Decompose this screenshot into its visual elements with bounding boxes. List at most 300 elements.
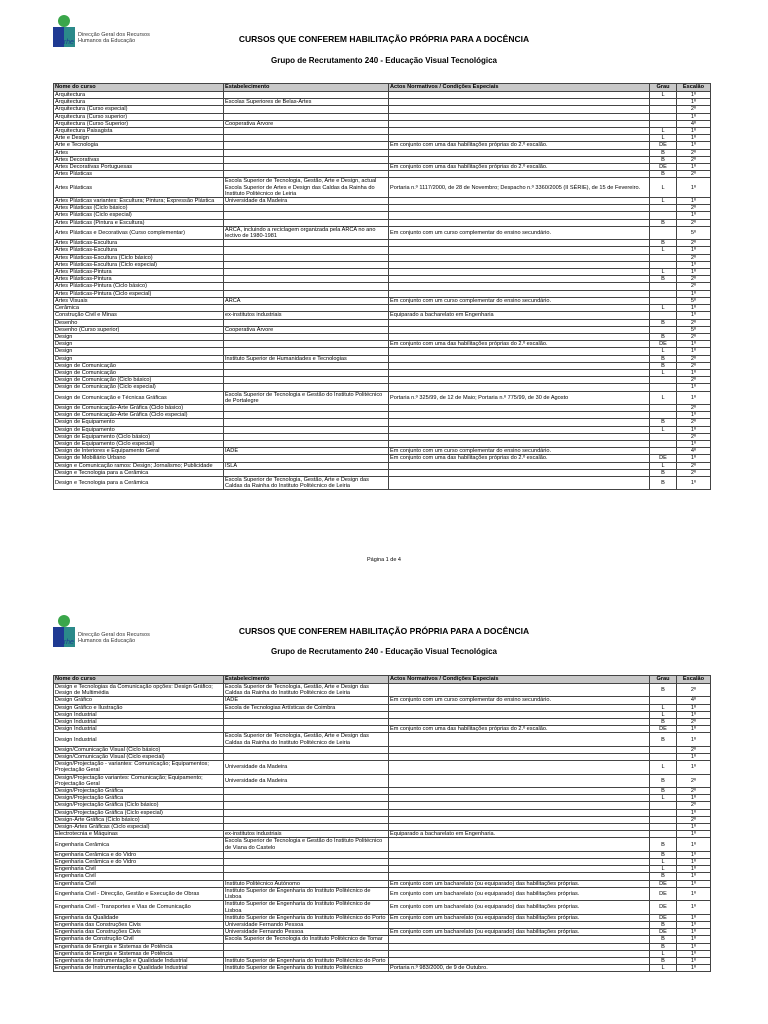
institution-cell: [224, 950, 389, 957]
norms-cell: [389, 802, 650, 809]
degree-cell: [650, 205, 677, 212]
institution-cell: [224, 164, 389, 171]
level-cell: 1º: [677, 838, 711, 851]
course-name-cell: Design de Equipamento: [54, 426, 224, 433]
level-cell: 1º: [677, 859, 711, 866]
degree-cell: [650, 412, 677, 419]
course-name-cell: Design de Comunicação-Arte Gráfica (Ciclo especial): [54, 412, 224, 419]
level-cell: 1º: [677, 128, 711, 135]
norms-cell: [389, 419, 650, 426]
course-name-cell: Arquitectura: [54, 99, 224, 106]
course-name-cell: Design de Interiores e Equipamento Geral: [54, 448, 224, 455]
logo-line-2: Humanos da Educação: [78, 638, 136, 644]
course-name-cell: Engenharia da Qualidade: [54, 914, 224, 921]
institution-cell: [224, 113, 389, 120]
table-row: [54, 838, 711, 851]
degree-cell: [650, 312, 677, 319]
table-row: [54, 921, 711, 928]
norms-cell: [389, 384, 650, 391]
degree-cell: L: [650, 462, 677, 469]
table-row: [54, 795, 711, 802]
level-cell: 1º: [677, 795, 711, 802]
degree-cell: [650, 433, 677, 440]
institution-cell: ISLA: [224, 462, 389, 469]
table-row: [54, 774, 711, 787]
table-row: [54, 312, 711, 319]
level-cell: 2º: [677, 254, 711, 261]
institution-cell: [224, 283, 389, 290]
degree-cell: L: [650, 128, 677, 135]
degree-cell: [650, 831, 677, 838]
course-name-cell: Design Industrial: [54, 711, 224, 718]
norms-cell: [389, 440, 650, 447]
course-name-cell: Artes Plásticas e Decorativas (Curso complementar): [54, 226, 224, 239]
course-name-cell: Engenharia de Energia e Sistemas de Potência: [54, 943, 224, 950]
course-name-cell: Design de Comunicação-Arte Gráfica (Ciclo básico): [54, 404, 224, 411]
degree-cell: B: [650, 171, 677, 178]
column-header-level: Escalão: [677, 676, 711, 684]
degree-cell: [650, 297, 677, 304]
document-title: CURSOS QUE CONFEREM HABILITAÇÃO PRÓPRIA PARA A DOCÊNCIA: [238, 626, 530, 636]
level-cell: 1º: [677, 733, 711, 746]
table-row: [54, 135, 711, 142]
institution-cell: Escola Superior de Tecnologia e Gestão do Instituto Politécnico de Portalegre: [224, 391, 389, 404]
norms-cell: [389, 326, 650, 333]
norms-cell: [389, 795, 650, 802]
level-cell: 2º: [677, 219, 711, 226]
norms-cell: Portaria n.º 1117/2000, de 28 de Novembro; Despacho n.º 3360/2005 (II SÉRIE), de 15 de Fevereiro.: [389, 178, 650, 198]
level-cell: 2º: [677, 746, 711, 753]
table-row: [54, 369, 711, 376]
level-cell: 1º: [677, 873, 711, 880]
table-row: [54, 384, 711, 391]
institution-cell: [224, 377, 389, 384]
norms-cell: [389, 462, 650, 469]
level-cell: 1º: [677, 809, 711, 816]
course-name-cell: Design Gráfico e Ilustração: [54, 704, 224, 711]
institution-cell: [224, 369, 389, 376]
level-cell: 2º: [677, 462, 711, 469]
level-cell: 2º: [677, 156, 711, 163]
course-name-cell: Artes Plásticas-Escultura: [54, 240, 224, 247]
norms-cell: [389, 171, 650, 178]
norms-cell: [389, 719, 650, 726]
table-row: [54, 305, 711, 312]
institution-cell: [224, 269, 389, 276]
course-name-cell: Engenharia de Energia e Sistemas de Potência: [54, 950, 224, 957]
table-row: [54, 726, 711, 733]
degree-cell: [650, 377, 677, 384]
degree-cell: L: [650, 369, 677, 376]
course-name-cell: Design de Comunicação: [54, 362, 224, 369]
norms-cell: [389, 404, 650, 411]
column-header-institution: Estabelecimento: [224, 676, 389, 684]
course-name-cell: Engenharia de Instrumentação e Qualidade Industrial: [54, 957, 224, 964]
course-name-cell: Design de Mobiliário Urbano: [54, 455, 224, 462]
table-row: [54, 462, 711, 469]
degree-cell: [650, 440, 677, 447]
course-name-cell: Design/Projectação Gráfica: [54, 795, 224, 802]
degree-cell: B: [650, 873, 677, 880]
table-row: [54, 943, 711, 950]
table-row: [54, 261, 711, 268]
course-name-cell: Arquitectura (Curso superior): [54, 113, 224, 120]
institution-cell: Escola Superior de Tecnologia, Gestão, Arte e Design das Caldas da Rainha do Instituto Politécnico de Leiria: [224, 476, 389, 489]
course-name-cell: Desenho: [54, 319, 224, 326]
degree-cell: L: [650, 135, 677, 142]
table-row: [54, 164, 711, 171]
table-row: [54, 816, 711, 823]
level-cell: 2º: [677, 362, 711, 369]
course-name-cell: Artes Plásticas-Pintura (Ciclo especial): [54, 290, 224, 297]
degree-cell: B: [650, 838, 677, 851]
course-name-cell: Engenharia Cerâmica: [54, 838, 224, 851]
norms-cell: [389, 433, 650, 440]
norms-cell: Em conjunto com um curso complementar do ensino secundário.: [389, 697, 650, 704]
degree-cell: [650, 99, 677, 106]
table-row: [54, 205, 711, 212]
degree-cell: [650, 404, 677, 411]
course-name-cell: Arquitectura (Curso Superior): [54, 120, 224, 127]
degree-cell: [650, 283, 677, 290]
course-name-cell: Artes Plásticas: [54, 171, 224, 178]
institution-cell: [224, 859, 389, 866]
institution-cell: [224, 305, 389, 312]
table-row: [54, 283, 711, 290]
table-row: [54, 99, 711, 106]
institution-cell: [224, 426, 389, 433]
institution-cell: Universidade Fernando Pessoa: [224, 921, 389, 928]
degree-cell: DE: [650, 880, 677, 887]
norms-cell: Em conjunto com um bacharelato (ou equiparado) das habilitações próprias.: [389, 880, 650, 887]
degree-cell: DE: [650, 887, 677, 900]
level-cell: 1º: [677, 341, 711, 348]
norms-cell: [389, 711, 650, 718]
institution-cell: [224, 247, 389, 254]
norms-cell: [389, 426, 650, 433]
institution-cell: [224, 149, 389, 156]
institution-cell: Instituto Politécnico Autónomo: [224, 880, 389, 887]
level-cell: 1º: [677, 950, 711, 957]
level-cell: 5º: [677, 326, 711, 333]
institution-cell: ex-institutos industriais: [224, 831, 389, 838]
institution-cell: [224, 711, 389, 718]
institution-cell: [224, 106, 389, 113]
norms-cell: Em conjunto com um bacharelato (ou equiparado) das habilitações próprias.: [389, 901, 650, 914]
level-cell: 1º: [677, 914, 711, 921]
institution-cell: Instituto Superior de Engenharia do Instituto Politécnico do Porto: [224, 914, 389, 921]
logo-line-1: Direcção Geral dos Recursos: [78, 32, 150, 38]
column-header-course: Nome do curso: [54, 676, 224, 684]
table-row: [54, 684, 711, 697]
course-name-cell: Engenharia Civil: [54, 880, 224, 887]
level-cell: 2º: [677, 240, 711, 247]
degree-cell: DE: [650, 164, 677, 171]
column-header-institution: Estabelecimento: [224, 84, 389, 92]
institution-cell: Instituto Superior de Engenharia do Instituto Politécnico do Porto: [224, 957, 389, 964]
table-row: [54, 92, 711, 99]
norms-cell: [389, 92, 650, 99]
course-name-cell: Design Gráfico: [54, 697, 224, 704]
norms-cell: [389, 369, 650, 376]
table-row: [54, 746, 711, 753]
level-cell: 1º: [677, 269, 711, 276]
level-cell: 4º: [677, 697, 711, 704]
table-row: [54, 440, 711, 447]
institution-cell: [224, 276, 389, 283]
table-row: [54, 802, 711, 809]
degree-cell: B: [650, 719, 677, 726]
table-row: [54, 333, 711, 340]
degree-cell: L: [650, 391, 677, 404]
institution-cell: [224, 205, 389, 212]
norms-cell: [389, 205, 650, 212]
level-cell: 1º: [677, 135, 711, 142]
institution-cell: Instituto Superior de Engenharia do Instituto Politécnico: [224, 965, 389, 972]
table-row: [54, 355, 711, 362]
institution-cell: [224, 412, 389, 419]
norms-cell: [389, 921, 650, 928]
norms-cell: [389, 240, 650, 247]
course-name-cell: Design: [54, 333, 224, 340]
institution-cell: IADE: [224, 448, 389, 455]
level-cell: 2º: [677, 684, 711, 697]
level-cell: 1º: [677, 754, 711, 761]
norms-cell: [389, 761, 650, 774]
dgrhe-logo: [52, 12, 150, 52]
level-cell: 2º: [677, 283, 711, 290]
table-row: [54, 901, 711, 914]
institution-cell: [224, 384, 389, 391]
degree-cell: [650, 816, 677, 823]
table-row: [54, 269, 711, 276]
degree-cell: DE: [650, 929, 677, 936]
level-cell: 1º: [677, 921, 711, 928]
institution-cell: Escola Superior de Tecnologia, Gestão, Arte e Design das Caldas da Rainha do Instituto Politécnico de Leiria: [224, 733, 389, 746]
level-cell: 1º: [677, 247, 711, 254]
table-row: [54, 419, 711, 426]
level-cell: 1º: [677, 391, 711, 404]
degree-cell: B: [650, 936, 677, 943]
course-name-cell: Design/Comunicação Visual (Ciclo básico): [54, 746, 224, 753]
level-cell: 2º: [677, 171, 711, 178]
norms-cell: [389, 733, 650, 746]
courses-table: [53, 675, 711, 972]
level-cell: 2º: [677, 205, 711, 212]
institution-cell: [224, 726, 389, 733]
course-name-cell: Artes Plásticas-Pintura: [54, 269, 224, 276]
degree-cell: [650, 290, 677, 297]
level-cell: 2º: [677, 802, 711, 809]
degree-cell: [650, 824, 677, 831]
institution-cell: [224, 469, 389, 476]
course-name-cell: Artes Decorativas: [54, 156, 224, 163]
institution-cell: [224, 719, 389, 726]
course-name-cell: Artes Plásticas variantes: Escultura; Pintura; Expressão Plástica: [54, 198, 224, 205]
norms-cell: [389, 362, 650, 369]
column-header-norms: Actos Normativos / Condições Especiais: [389, 84, 650, 92]
degree-cell: L: [650, 92, 677, 99]
course-name-cell: Design Industrial: [54, 726, 224, 733]
institution-cell: [224, 440, 389, 447]
level-cell: 1º: [677, 851, 711, 858]
institution-cell: Universidade da Madeira: [224, 198, 389, 205]
norms-cell: Em conjunto com uma das habilitações próprias do 2.º escalão.: [389, 142, 650, 149]
table-row: [54, 212, 711, 219]
table-row: [54, 226, 711, 239]
institution-cell: [224, 866, 389, 873]
norms-cell: [389, 120, 650, 127]
table-body: [54, 684, 711, 972]
degree-cell: [650, 226, 677, 239]
course-name-cell: Design e Tecnologia para a Cerâmica: [54, 469, 224, 476]
course-name-cell: Design de Equipamento: [54, 419, 224, 426]
table-row: [54, 936, 711, 943]
degree-cell: [650, 448, 677, 455]
degree-cell: B: [650, 355, 677, 362]
institution-cell: [224, 746, 389, 753]
course-name-cell: Artes Plásticas-Pintura (Ciclo básico): [54, 283, 224, 290]
degree-cell: L: [650, 704, 677, 711]
level-cell: 5º: [677, 297, 711, 304]
institution-cell: [224, 795, 389, 802]
norms-cell: Portaria n.º 983/2000, de 9 de Outubro.: [389, 965, 650, 972]
document-subtitle: Grupo de Recrutamento 240 - Educação Visual Tecnológica: [271, 56, 497, 65]
level-cell: 2º: [677, 404, 711, 411]
institution-cell: [224, 240, 389, 247]
institution-cell: ex-institutos industriais: [224, 312, 389, 319]
table-row: [54, 377, 711, 384]
degree-cell: [650, 326, 677, 333]
table-row: [54, 455, 711, 462]
table-body: [54, 92, 711, 490]
norms-cell: [389, 788, 650, 795]
degree-cell: L: [650, 950, 677, 957]
degree-cell: DE: [650, 726, 677, 733]
norms-cell: [389, 106, 650, 113]
course-name-cell: Artes Decorativas Portuguesas: [54, 164, 224, 171]
course-name-cell: Design de Comunicação e Técnicas Gráficas: [54, 391, 224, 404]
norms-cell: [389, 957, 650, 964]
degree-cell: L: [650, 348, 677, 355]
degree-cell: B: [650, 319, 677, 326]
table-row: [54, 965, 711, 972]
norms-cell: [389, 135, 650, 142]
institution-cell: Universidade Fernando Pessoa: [224, 929, 389, 936]
degree-cell: L: [650, 859, 677, 866]
level-cell: 1º: [677, 348, 711, 355]
course-name-cell: Cerâmica: [54, 305, 224, 312]
institution-cell: [224, 824, 389, 831]
level-cell: 1º: [677, 113, 711, 120]
table-row: [54, 809, 711, 816]
table-row: [54, 914, 711, 921]
level-cell: 2º: [677, 419, 711, 426]
degree-cell: B: [650, 476, 677, 489]
institution-cell: Escola Superior de Tecnologia, Gestão, Arte e Design das Caldas da Rainha do Instituto Politécnico de Leiria: [224, 684, 389, 697]
course-name-cell: Design e Tecnologia para a Cerâmica: [54, 476, 224, 489]
course-name-cell: Artes Plásticas (Ciclo básico): [54, 205, 224, 212]
level-cell: 2º: [677, 319, 711, 326]
level-cell: 2º: [677, 433, 711, 440]
table-row: [54, 404, 711, 411]
level-cell: 2º: [677, 355, 711, 362]
table-row: [54, 290, 711, 297]
level-cell: 2º: [677, 149, 711, 156]
table-row: [54, 219, 711, 226]
level-cell: 1º: [677, 164, 711, 171]
norms-cell: Em conjunto com um curso complementar do ensino secundário.: [389, 226, 650, 239]
norms-cell: [389, 219, 650, 226]
institution-cell: [224, 341, 389, 348]
level-cell: 1º: [677, 887, 711, 900]
norms-cell: [389, 950, 650, 957]
course-name-cell: Engenharia de Construção Civil: [54, 936, 224, 943]
norms-cell: Equiparado a bacharelato em Engenharia: [389, 312, 650, 319]
norms-cell: [389, 149, 650, 156]
table-row: [54, 426, 711, 433]
table-row: [54, 851, 711, 858]
degree-cell: [650, 113, 677, 120]
level-cell: 1º: [677, 178, 711, 198]
degree-cell: B: [650, 733, 677, 746]
degree-cell: [650, 261, 677, 268]
course-name-cell: Design Industrial: [54, 719, 224, 726]
norms-cell: [389, 305, 650, 312]
table-row: [54, 128, 711, 135]
degree-cell: [650, 802, 677, 809]
table-row: [54, 831, 711, 838]
institution-cell: [224, 455, 389, 462]
table-row: [54, 788, 711, 795]
course-name-cell: Design: [54, 355, 224, 362]
degree-cell: L: [650, 426, 677, 433]
norms-cell: [389, 290, 650, 297]
table-row: [54, 859, 711, 866]
degree-cell: L: [650, 711, 677, 718]
course-name-cell: Artes Plásticas-Escultura (Ciclo básico): [54, 254, 224, 261]
degree-cell: DE: [650, 914, 677, 921]
table-row: [54, 276, 711, 283]
degree-cell: L: [650, 866, 677, 873]
degree-cell: B: [650, 921, 677, 928]
institution-cell: [224, 171, 389, 178]
course-name-cell: Design e Tecnologias da Comunicação opções: Design Gráfico; Design de Multimédia: [54, 684, 224, 697]
course-name-cell: Design de Comunicação (Ciclo especial): [54, 384, 224, 391]
table-row: [54, 113, 711, 120]
table-row: [54, 178, 711, 198]
document-page-2: [0, 600, 768, 1024]
institution-cell: [224, 433, 389, 440]
table-row: [54, 198, 711, 205]
norms-cell: [389, 754, 650, 761]
institution-cell: [224, 419, 389, 426]
table-row: [54, 149, 711, 156]
course-name-cell: Artes Plásticas-Escultura (Ciclo especial): [54, 261, 224, 268]
norms-cell: [389, 348, 650, 355]
degree-cell: [650, 809, 677, 816]
table-row: [54, 348, 711, 355]
norms-cell: [389, 838, 650, 851]
degree-cell: [650, 106, 677, 113]
norms-cell: [389, 851, 650, 858]
table-row: [54, 106, 711, 113]
level-cell: 1º: [677, 261, 711, 268]
column-header-level: Escalão: [677, 84, 711, 92]
level-cell: 2º: [677, 469, 711, 476]
institution-cell: Universidade da Madeira: [224, 761, 389, 774]
institution-cell: ARCA: [224, 297, 389, 304]
